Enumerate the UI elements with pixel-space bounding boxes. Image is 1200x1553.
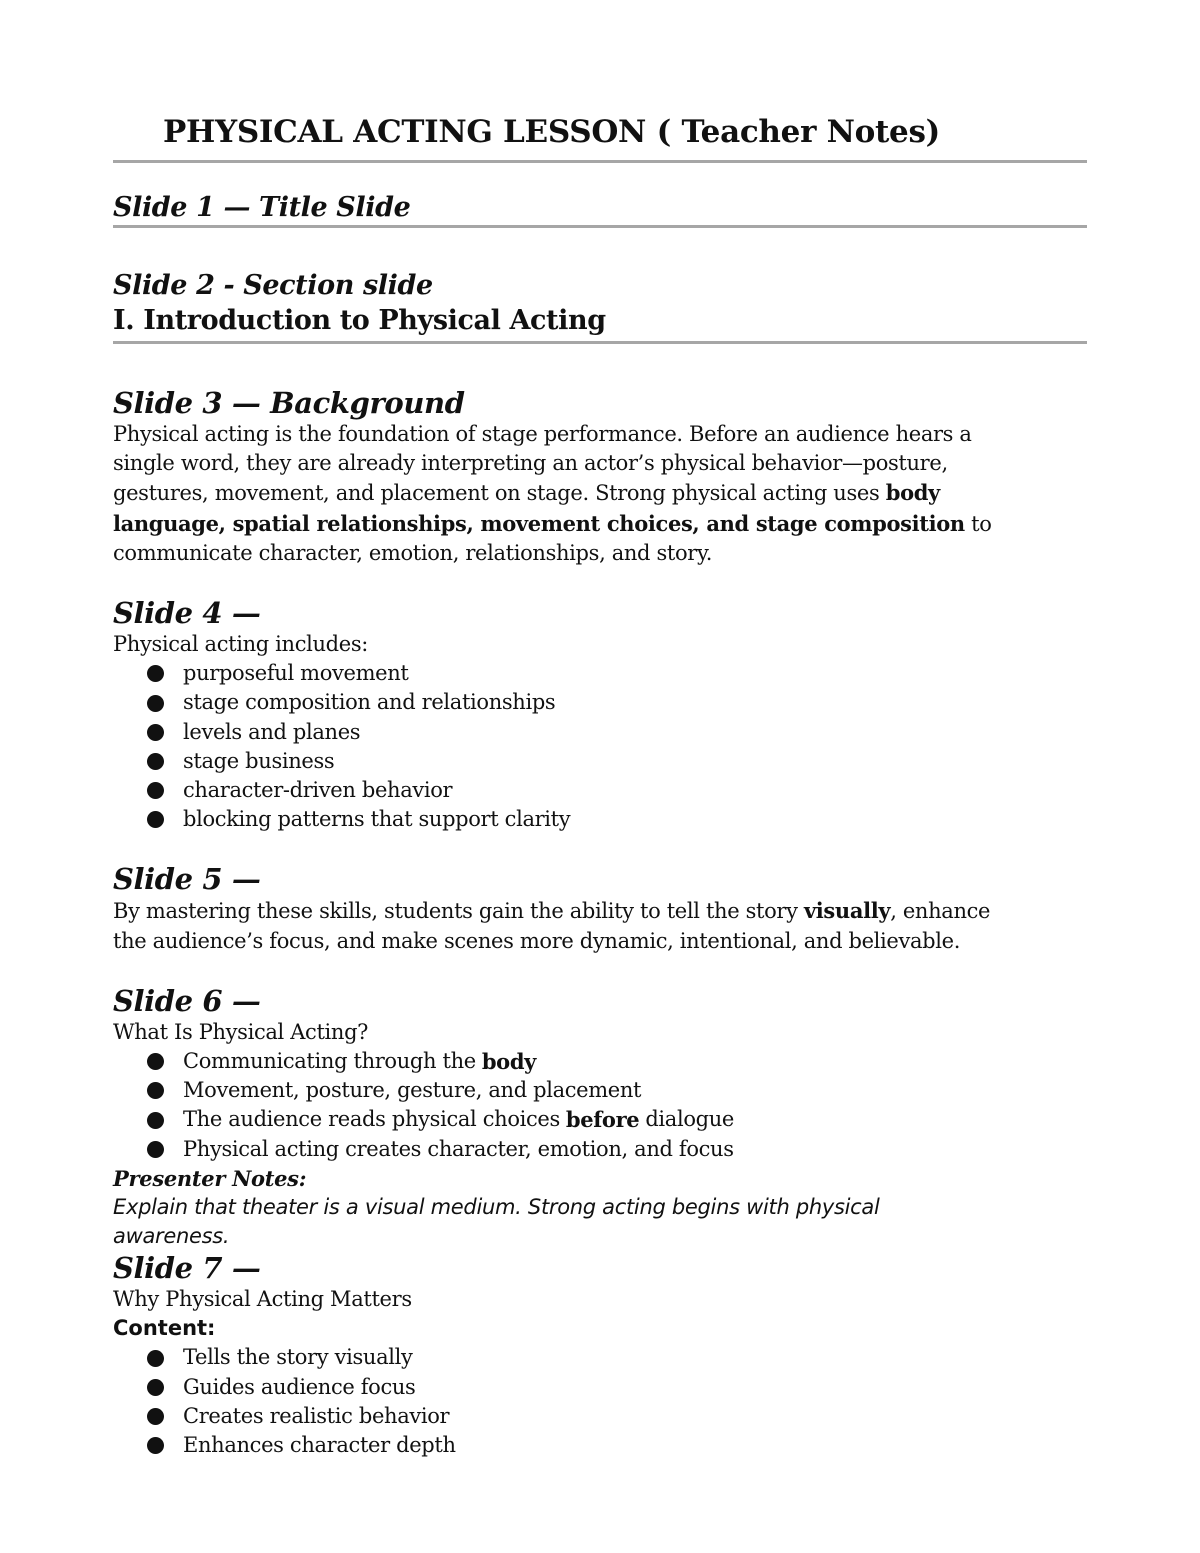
list-item: purposeful movement xyxy=(147,659,1087,688)
slide3-bold-text: language, spatial relationships, movement choices, and stage composition xyxy=(113,510,965,536)
presenter-notes-line: awareness. xyxy=(113,1224,230,1249)
title-divider xyxy=(113,160,1087,163)
slide6-bullet-list xyxy=(113,1047,1087,1164)
slide3-line xyxy=(113,478,1087,508)
bullet-icon xyxy=(147,1350,164,1367)
content-label: Content: xyxy=(113,1316,216,1341)
bullet-icon xyxy=(147,1141,164,1158)
list-item: The audience reads physical choices before dialogue xyxy=(147,1105,1087,1134)
slide5-line: the audience’s focus, and make scenes more dynamic, intentional, and believable. xyxy=(113,928,961,953)
bullet-icon xyxy=(147,753,164,770)
bullet-icon xyxy=(147,695,164,712)
list-item: Physical acting creates character, emotion, and focus xyxy=(147,1135,1087,1164)
list-item: character-driven behavior xyxy=(147,776,1087,805)
slide4-intro: Physical acting includes: xyxy=(113,632,368,657)
document-page xyxy=(113,100,1087,1460)
slide5-line: By mastering these skills, students gain the ability to tell the story visually, enhance xyxy=(113,898,991,924)
list-item: blocking patterns that support clarity xyxy=(147,805,1087,834)
slide3-line: single word, they are already interpreting an actor’s physical behavior—posture, xyxy=(113,451,948,476)
list-item: Communicating through the body xyxy=(147,1047,1087,1076)
slide6-intro: What Is Physical Acting? xyxy=(113,1019,369,1044)
bullet-icon xyxy=(147,665,164,682)
slide6-heading: Slide 6 — xyxy=(113,983,261,1018)
slide3-text: to xyxy=(964,511,992,536)
bullet-icon xyxy=(147,811,164,828)
list-item: Enhances character depth xyxy=(147,1431,1087,1460)
document-title: PHYSICAL ACTING LESSON ( Teacher Notes) xyxy=(163,114,940,150)
slide7-intro: Why Physical Acting Matters xyxy=(113,1287,412,1312)
list-item: levels and planes xyxy=(147,718,1087,747)
slide3-line: communicate character, emotion, relationships, and story. xyxy=(113,540,713,565)
presenter-notes-line: Explain that theater is a visual medium. Strong acting begins with physical xyxy=(113,1194,880,1219)
bullet-icon xyxy=(147,1379,164,1396)
slide2-subheading: I. Introduction to Physical Acting xyxy=(113,305,606,336)
bullet-icon xyxy=(147,1112,164,1129)
slide3-heading: Slide 3 — Background xyxy=(113,386,465,420)
list-item: Creates realistic behavior xyxy=(147,1402,1087,1431)
slide2-heading: Slide 2 - Section slide xyxy=(113,270,433,301)
slide5-bold-text: visually xyxy=(803,898,891,924)
bullet-icon xyxy=(147,724,164,741)
slide2-divider xyxy=(113,341,1087,344)
slide7-heading: Slide 7 — xyxy=(113,1251,261,1286)
slide3-text: gestures, movement, and placement on stage. Strong physical acting uses xyxy=(113,481,886,506)
bullet-icon xyxy=(147,782,164,799)
slide5-heading: Slide 5 — xyxy=(113,862,261,897)
slide4-heading: Slide 4 — xyxy=(113,596,261,631)
bullet-icon xyxy=(147,1082,164,1099)
slide3-bold-text: body xyxy=(885,480,940,506)
bullet-icon xyxy=(147,1408,164,1425)
slide7-bullet-list xyxy=(113,1343,1087,1460)
bullet-icon xyxy=(147,1053,164,1070)
slide3-line xyxy=(113,509,1087,539)
list-item: stage composition and relationships xyxy=(147,688,1087,717)
slide1-divider xyxy=(113,225,1087,228)
list-item: stage business xyxy=(147,747,1087,776)
slide3-line: Physical acting is the foundation of stage performance. Before an audience hears a xyxy=(113,422,972,446)
list-item: Tells the story visually xyxy=(147,1343,1087,1372)
slide4-bullet-list xyxy=(113,659,1087,834)
list-item: Movement, posture, gesture, and placement xyxy=(147,1076,1087,1105)
presenter-notes-label: Presenter Notes: xyxy=(113,1165,307,1191)
slide1-heading: Slide 1 — Title Slide xyxy=(113,192,411,223)
bullet-icon xyxy=(147,1437,164,1454)
slide3-body xyxy=(113,420,1087,568)
list-item: Guides audience focus xyxy=(147,1373,1087,1402)
